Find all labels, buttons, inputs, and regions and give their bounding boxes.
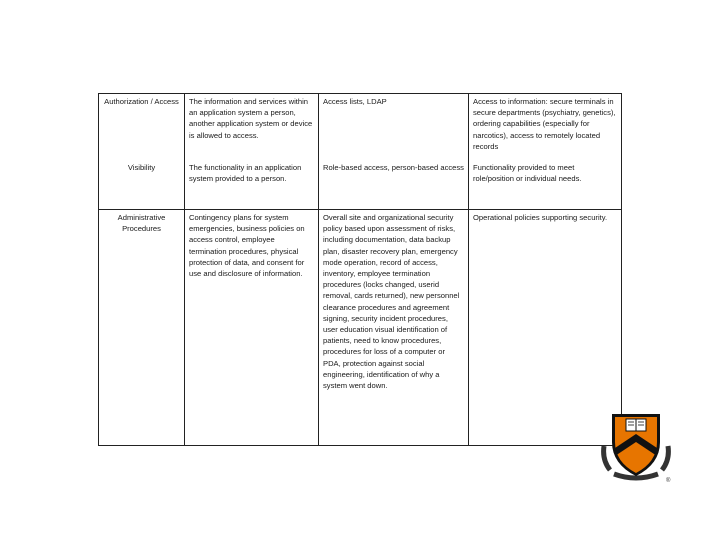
university-shield-logo <box>600 408 672 484</box>
examples-text: Role-based access, person-based access <box>323 163 464 172</box>
hipaa-cell <box>469 94 622 210</box>
definition-text: The information and services within an application system a person, another application system or device is allowed to access. <box>189 97 313 140</box>
definition-cell <box>185 94 319 210</box>
category-cell <box>99 94 185 210</box>
category-cell <box>99 210 185 446</box>
hipaa-text: Access to information: secure terminals in secure departments (psychiatry, genetics), ordering capabilities (especially for narcotics), access to remotely located records <box>473 97 616 151</box>
table-row <box>99 210 622 446</box>
examples-text: Access lists, LDAP <box>323 97 387 106</box>
table-row <box>99 94 622 210</box>
category-label: Authorization / Access <box>104 97 179 106</box>
security-terms-table <box>98 93 622 446</box>
examples-text: Overall site and organizational security policy based upon assessment of risks, including documentation, data backup plan, disaster recovery plan, emergency mode operation, record of access, inventory, employee termination procedures (locks changed, userid removal, cards returned), new personnel clearance procedures and agreement signing, security incident procedures, user education visual identification of patients, need to know procedures, procedures for loss of a computer or PDA, protection against social engineering, identification of why a system went down. <box>323 213 460 391</box>
definition-text: Contingency plans for system emergencies, business policies on access control, employee termination procedures, physical protection of data, and consent for use and disclosure of information. <box>189 213 305 279</box>
examples-cell <box>319 94 469 210</box>
hipaa-cell <box>469 210 622 446</box>
registered-mark: ® <box>666 478 671 484</box>
definition-cell <box>185 210 319 446</box>
definition-text: The functionality in an application system provided to a person. <box>189 163 302 184</box>
category-label: Administrative Procedures <box>117 213 166 234</box>
category-label: Visibility <box>127 163 156 172</box>
hipaa-text: Functionality provided to meet role/position or individual needs. <box>473 163 582 184</box>
hipaa-text: Operational policies supporting security. <box>473 213 608 222</box>
examples-cell <box>319 210 469 446</box>
